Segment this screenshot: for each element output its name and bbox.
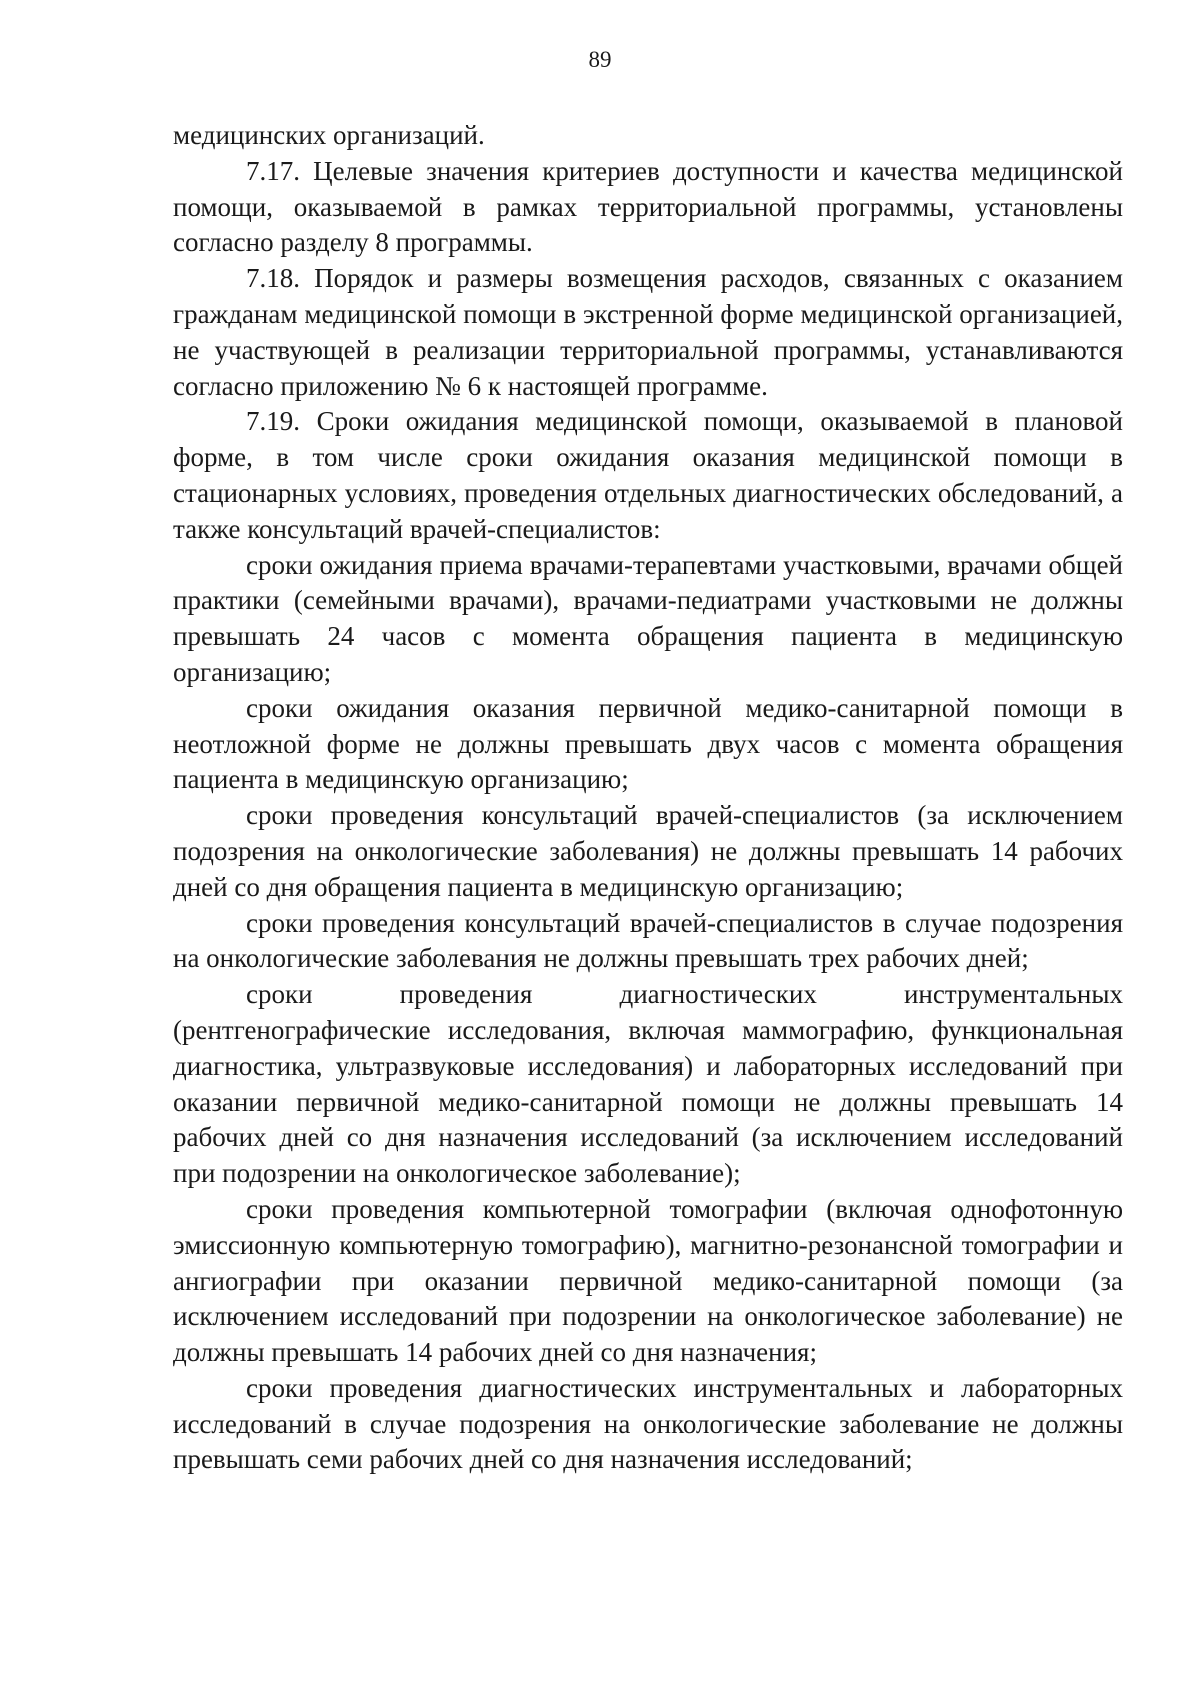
paragraph-7-18: 7.18. Порядок и размеры возмещения расходов, связанных с оказанием гражданам медицинской помощи в экстренной форме медицинской организацией, не участвующей в реализации территориальной программы, устанавливаются согласно приложению № 6 к настоящей программе. <box>173 263 1123 401</box>
paragraph-list-item: сроки проведения диагностических инструментальных и лабораторных исследований в случае подозрения на онкологические заболевание не должны превышать семи рабочих дней со дня назначения исследований; <box>173 1372 1123 1475</box>
paragraph-list-item: сроки проведения консультаций врачей-специалистов (за исключением подозрения на онкологические заболевания) не должны превышать 14 рабочих дней со дня обращения пациента в медицинскую организацию; <box>173 800 1123 902</box>
document-body <box>173 118 1123 1478</box>
paragraph-list-item: сроки проведения компьютерной томографии (включая однофотонную эмиссионную компьютерную томографию), магнитно-резонансной томографии и ангиографии при оказании первичной медико-санитарной помощи (за исключением исследований при подозрении на онкологическое заболевание) не должны превышать 14 рабочих дней со дня назначения; <box>173 1193 1123 1368</box>
paragraph-continuation: медицинских организаций. <box>173 120 485 150</box>
paragraph-list-item: сроки ожидания приема врачами-терапевтами участковыми, врачами общей практики (семейными врачами), врачами-педиатрами участковыми не должны превышать 24 часов с момента обращения пациента в медицинскую организацию; <box>173 549 1123 687</box>
paragraph-list-item: сроки ожидания оказания первичной медико-санитарной помощи в неотложной форме не должны превышать двух часов с момента обращения пациента в медицинскую организацию; <box>173 692 1123 795</box>
paragraph-list-item: сроки проведения диагностических инструментальных (рентгенографические исследования, включая маммографию, функциональная диагностика, ультразвуковые исследования) и лабораторных исследований при оказании первичной медико-санитарной помощи не должны превышать 14 рабочих дней со дня назначения исследований (за исключением исследований при подозрении на онкологическое заболевание); <box>173 979 1123 1189</box>
paragraph-list-item: сроки проведения консультаций врачей-специалистов в случае подозрения на онкологические заболевания не должны превышать трех рабочих дней; <box>173 907 1123 974</box>
page-number: 89 <box>588 47 612 72</box>
paragraph-7-19: 7.19. Сроки ожидания медицинской помощи, оказываемой в плановой форме, в том числе сроки ожидания оказания медицинской помощи в стационарных условиях, проведения отдельных диагностических обследований, а также консультаций врачей-специалистов: <box>173 406 1123 544</box>
paragraph-7-17: 7.17. Целевые значения критериев доступности и качества медицинской помощи, оказываемой в рамках территориальной программы, установлены согласно разделу 8 программы. <box>173 155 1123 258</box>
